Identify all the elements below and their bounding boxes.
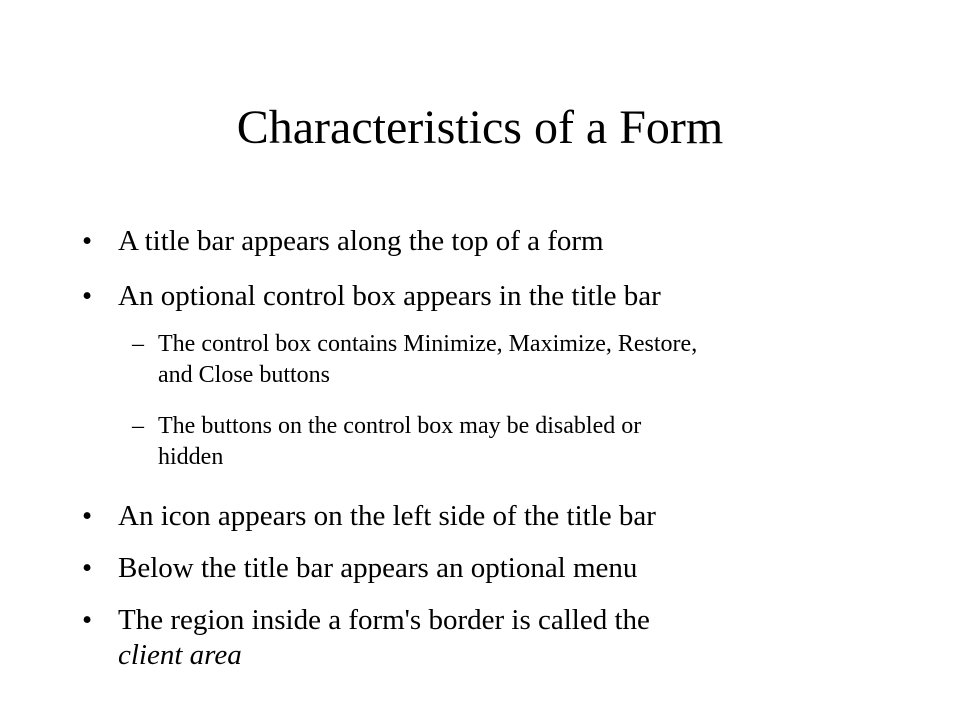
bullet-mark: • — [82, 225, 93, 257]
sub-bullet-line: and Close buttons — [158, 362, 330, 388]
bullet-text-main: The region inside a form's border is called the — [118, 604, 650, 636]
bullet-text: Below the title bar appears an optional menu — [118, 552, 638, 584]
sub-bullet-line: The control box contains Minimize, Maximize, Restore, — [158, 331, 698, 357]
dash-mark: – — [132, 331, 144, 357]
bullet-text — [118, 603, 908, 673]
bullet-text: A title bar appears along the top of a form — [118, 225, 604, 257]
sub-bullet-text — [158, 329, 898, 391]
sub-bullet-line: hidden — [158, 444, 224, 470]
bullet-text: An optional control box appears in the title bar — [118, 280, 661, 312]
bullet-mark: • — [82, 500, 93, 532]
bullet-mark: • — [82, 604, 93, 636]
bullet-mark: • — [82, 280, 93, 312]
bullet-mark: • — [82, 552, 93, 584]
slide-title: Characteristics of a Form — [236, 101, 724, 154]
bullet-text-emphasis: client area — [118, 639, 242, 671]
sub-bullet-line: The buttons on the control box may be disabled or — [158, 413, 642, 439]
sub-bullet-text — [158, 411, 898, 473]
dash-mark: – — [132, 413, 144, 439]
bullet-text: An icon appears on the left side of the title bar — [118, 500, 656, 532]
